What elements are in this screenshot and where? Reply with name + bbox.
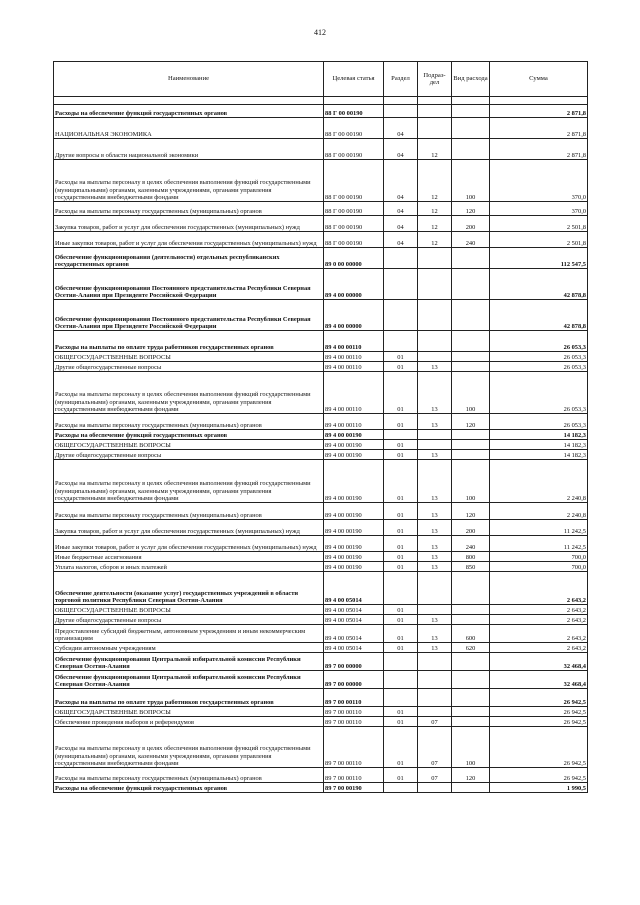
cell-subsection: 12 [418, 216, 452, 232]
cell-expense-type [452, 105, 490, 118]
header-expense-type: Вид расхода [452, 62, 490, 97]
cell-section: 01 [384, 536, 418, 552]
cell-code: 89 4 00 00110 [324, 372, 384, 414]
cell-expense-type [452, 352, 490, 362]
cell-expense-type: 200 [452, 520, 490, 536]
cell-expense-type [452, 707, 490, 717]
page-number: 412 [314, 28, 326, 37]
cell-sum: 14 182,3 [490, 430, 588, 440]
cell-expense-type: 120 [452, 768, 490, 783]
cell-subsection [418, 352, 452, 362]
table-row [54, 202, 588, 216]
cell-name: Иные закупки товаров, работ и услуг для обеспечения государственных (муниципальных) нужд [54, 536, 324, 552]
cell-code: 88 Г 00 00190 [324, 202, 384, 216]
table-row [54, 300, 588, 331]
cell-code: 89 7 00 00190 [324, 783, 384, 793]
cell-subsection [418, 572, 452, 605]
cell-name: Расходы на обеспечение функций государственных органов [54, 430, 324, 440]
cell-sum: 11 242,5 [490, 536, 588, 552]
cell-code: 89 4 00 00110 [324, 331, 384, 352]
cell-section: 04 [384, 216, 418, 232]
table-row [54, 562, 588, 572]
cell-subsection: 13 [418, 450, 452, 460]
cell-code: 89 4 00 00190 [324, 440, 384, 450]
cell-section [384, 430, 418, 440]
cell-expense-type: 120 [452, 503, 490, 520]
cell-sum: 2 871,8 [490, 105, 588, 118]
cell-section: 01 [384, 727, 418, 768]
header-sum: Сумма [490, 62, 588, 97]
cell-sum: 11 242,5 [490, 520, 588, 536]
cell-section: 01 [384, 768, 418, 783]
cell-sum: 700,0 [490, 552, 588, 562]
cell-section: 04 [384, 160, 418, 202]
cell-code: 89 4 00 00190 [324, 552, 384, 562]
cell-name: Расходы на выплаты персоналу в целях обеспечения выполнения функций государственными (муниципальными) органами, казенными учреждениями, органами управления государственными внебюджетными фондами [54, 160, 324, 202]
cell-expense-type [452, 615, 490, 625]
cell-sum: 2 871,8 [490, 118, 588, 139]
cell-section [384, 783, 418, 793]
table-row [54, 717, 588, 727]
cell-expense-type [452, 118, 490, 139]
cell-expense-type: 120 [452, 202, 490, 216]
cell-subsection: 13 [418, 536, 452, 552]
cell-section [384, 331, 418, 352]
cell-code: 88 Г 00 00190 [324, 160, 384, 202]
table-row [54, 768, 588, 783]
cell-code: 89 0 00 00000 [324, 248, 384, 269]
cell-section: 01 [384, 717, 418, 727]
cell-subsection: 13 [418, 615, 452, 625]
cell-sum: 2 643,2 [490, 615, 588, 625]
cell-name: ОБЩЕГОСУДАРСТВЕННЫЕ ВОПРОСЫ [54, 605, 324, 615]
cell-section [384, 689, 418, 707]
cell-section: 01 [384, 450, 418, 460]
cell-section [384, 671, 418, 689]
cell-code: 89 4 00 00110 [324, 362, 384, 372]
cell-code: 89 4 00 00190 [324, 562, 384, 572]
cell-name: Расходы на обеспечение функций государственных органов [54, 105, 324, 118]
cell-subsection [418, 707, 452, 717]
cell-code: 89 7 00 00000 [324, 653, 384, 671]
cell-subsection [418, 653, 452, 671]
cell-expense-type: 850 [452, 562, 490, 572]
cell-expense-type: 240 [452, 536, 490, 552]
cell-expense-type [452, 430, 490, 440]
cell-name: ОБЩЕГОСУДАРСТВЕННЫЕ ВОПРОСЫ [54, 707, 324, 717]
cell-name: Обеспечение функционирования (деятельности) отдельных республиканских государственных органов [54, 248, 324, 269]
cell-expense-type [452, 269, 490, 300]
table-row [54, 372, 588, 414]
cell-code: 88 Г 00 00190 [324, 105, 384, 118]
cell-sum: 1 990,5 [490, 783, 588, 793]
cell-section: 01 [384, 362, 418, 372]
cell-expense-type: 200 [452, 216, 490, 232]
cell-subsection [418, 689, 452, 707]
table-row [54, 331, 588, 352]
cell-subsection: 13 [418, 562, 452, 572]
cell-sum: 14 182,3 [490, 440, 588, 450]
cell-sum: 2 643,2 [490, 625, 588, 643]
cell-name: Расходы на выплаты персоналу государственных (муниципальных) органов [54, 202, 324, 216]
table-row [54, 552, 588, 562]
cell-sum: 14 182,3 [490, 450, 588, 460]
table-row [54, 783, 588, 793]
header-code: Целевая статья [324, 62, 384, 97]
cell-section: 01 [384, 707, 418, 717]
cell-expense-type [452, 248, 490, 269]
header-section: Раздел [384, 62, 418, 97]
cell-sum: 26 942,5 [490, 689, 588, 707]
cell-sum: 32 468,4 [490, 671, 588, 689]
cell-name: Предоставление субсидий бюджетным, автономным учреждениям и иным некоммерческим организациям [54, 625, 324, 643]
table-row [54, 625, 588, 643]
cell-sum: 2 871,8 [490, 139, 588, 160]
cell-section: 01 [384, 414, 418, 430]
cell-section: 01 [384, 643, 418, 653]
cell-name: Другие общегосударственные вопросы [54, 450, 324, 460]
cell-section [384, 572, 418, 605]
cell-subsection: 12 [418, 160, 452, 202]
cell-section: 04 [384, 118, 418, 139]
table-row [54, 269, 588, 300]
cell-sum: 42 878,8 [490, 269, 588, 300]
table-row [54, 160, 588, 202]
cell-section: 01 [384, 625, 418, 643]
cell-name: ОБЩЕГОСУДАРСТВЕННЫЕ ВОПРОСЫ [54, 352, 324, 362]
cell-subsection [418, 300, 452, 331]
cell-section: 04 [384, 202, 418, 216]
cell-name: Расходы на выплаты по оплате труда работников государственных органов [54, 689, 324, 707]
table-row [54, 605, 588, 615]
cell-sum: 2 501,8 [490, 232, 588, 248]
cell-code: 89 4 00 05014 [324, 572, 384, 605]
table-header-row [54, 62, 588, 97]
cell-name: Закупка товаров, работ и услуг для обеспечения государственных (муниципальных) нужд [54, 216, 324, 232]
table-row [54, 536, 588, 552]
cell-subsection: 13 [418, 372, 452, 414]
cell-subsection [418, 430, 452, 440]
cell-subsection: 13 [418, 643, 452, 653]
table-row [54, 689, 588, 707]
cell-subsection [418, 269, 452, 300]
cell-subsection: 13 [418, 460, 452, 503]
cell-section: 01 [384, 605, 418, 615]
cell-section [384, 105, 418, 118]
cell-code: 89 4 00 00190 [324, 536, 384, 552]
cell-expense-type [452, 300, 490, 331]
cell-name: Другие общегосударственные вопросы [54, 362, 324, 372]
cell-section [384, 653, 418, 671]
cell-name: ОБЩЕГОСУДАРСТВЕННЫЕ ВОПРОСЫ [54, 440, 324, 450]
cell-code: 89 4 00 00190 [324, 520, 384, 536]
cell-name: Расходы на выплаты персоналу государственных (муниципальных) органов [54, 414, 324, 430]
cell-code: 89 4 00 00000 [324, 300, 384, 331]
cell-sum: 26 053,3 [490, 372, 588, 414]
cell-sum: 370,0 [490, 202, 588, 216]
cell-sum: 26 942,5 [490, 768, 588, 783]
cell-expense-type: 100 [452, 727, 490, 768]
cell-expense-type [452, 689, 490, 707]
table-row [54, 572, 588, 605]
cell-subsection: 13 [418, 625, 452, 643]
cell-expense-type [452, 440, 490, 450]
cell-name: Расходы на обеспечение функций государственных органов [54, 783, 324, 793]
cell-subsection [418, 783, 452, 793]
table-row [54, 414, 588, 430]
cell-expense-type: 240 [452, 232, 490, 248]
table-row [54, 118, 588, 139]
cell-name: НАЦИОНАЛЬНАЯ ЭКОНОМИКА [54, 118, 324, 139]
cell-expense-type: 120 [452, 414, 490, 430]
cell-code: 89 4 00 00000 [324, 269, 384, 300]
cell-code: 89 4 00 05014 [324, 605, 384, 615]
cell-code: 88 Г 00 00190 [324, 139, 384, 160]
cell-code: 89 4 00 05014 [324, 625, 384, 643]
cell-subsection: 12 [418, 232, 452, 248]
cell-section: 01 [384, 352, 418, 362]
cell-code: 88 Г 00 00190 [324, 232, 384, 248]
cell-sum: 700,0 [490, 562, 588, 572]
table-row [54, 362, 588, 372]
header-spacer-row [54, 97, 588, 105]
cell-sum: 32 468,4 [490, 653, 588, 671]
cell-sum: 26 053,3 [490, 362, 588, 372]
cell-subsection [418, 605, 452, 615]
cell-expense-type [452, 331, 490, 352]
cell-code: 89 4 00 00190 [324, 430, 384, 440]
cell-name: Расходы на выплаты персоналу в целях обеспечения выполнения функций государственными (муниципальными) органами, казенными учреждениями, органами управления государственными внебюджетными фондами [54, 460, 324, 503]
cell-expense-type [452, 139, 490, 160]
cell-section: 01 [384, 520, 418, 536]
table-row [54, 105, 588, 118]
table-row [54, 615, 588, 625]
cell-section: 01 [384, 615, 418, 625]
cell-sum: 26 942,5 [490, 727, 588, 768]
cell-name: Субсидии автономным учреждениям [54, 643, 324, 653]
cell-sum: 370,0 [490, 160, 588, 202]
cell-sum: 26 053,3 [490, 331, 588, 352]
header-subsection: Подраз- дел [418, 62, 452, 97]
cell-name: Обеспечение проведения выборов и референдумов [54, 717, 324, 727]
cell-name: Закупка товаров, работ и услуг для обеспечения государственных (муниципальных) нужд [54, 520, 324, 536]
cell-code: 89 7 00 00110 [324, 707, 384, 717]
cell-section: 01 [384, 460, 418, 503]
cell-expense-type: 100 [452, 460, 490, 503]
table-row [54, 503, 588, 520]
table-row [54, 232, 588, 248]
cell-expense-type: 100 [452, 160, 490, 202]
cell-section: 01 [384, 562, 418, 572]
cell-sum: 26 053,3 [490, 352, 588, 362]
cell-sum: 42 878,8 [490, 300, 588, 331]
cell-expense-type [452, 605, 490, 615]
table-row [54, 460, 588, 503]
cell-expense-type: 600 [452, 625, 490, 643]
cell-code: 89 4 00 00190 [324, 450, 384, 460]
cell-subsection: 13 [418, 414, 452, 430]
cell-section: 01 [384, 440, 418, 450]
cell-expense-type [452, 671, 490, 689]
table-row [54, 450, 588, 460]
cell-expense-type [452, 783, 490, 793]
cell-code: 89 7 00 00110 [324, 727, 384, 768]
cell-name: Расходы на выплаты персоналу государственных (муниципальных) органов [54, 503, 324, 520]
cell-code: 89 7 00 00110 [324, 768, 384, 783]
cell-expense-type [452, 717, 490, 727]
table-row [54, 727, 588, 768]
budget-table [53, 61, 588, 793]
header-name: Наименование [54, 62, 324, 97]
cell-subsection [418, 331, 452, 352]
cell-sum: 2 240,8 [490, 503, 588, 520]
cell-name: Обеспечение функционирования Постоянного представительства Республики Северная Осетия-Алания при Президенте Российской Федерации [54, 300, 324, 331]
table-row [54, 352, 588, 362]
cell-code: 89 4 00 05014 [324, 615, 384, 625]
cell-subsection: 07 [418, 727, 452, 768]
cell-subsection [418, 248, 452, 269]
cell-name: Другие вопросы в области национальной экономики [54, 139, 324, 160]
cell-section [384, 300, 418, 331]
cell-section [384, 269, 418, 300]
cell-expense-type [452, 572, 490, 605]
cell-subsection [418, 440, 452, 450]
cell-sum: 2 643,2 [490, 572, 588, 605]
cell-sum: 2 501,8 [490, 216, 588, 232]
cell-code: 89 4 00 00110 [324, 352, 384, 362]
cell-code: 89 4 00 00190 [324, 503, 384, 520]
cell-name: Расходы на выплаты по оплате труда работников государственных органов [54, 331, 324, 352]
cell-expense-type: 620 [452, 643, 490, 653]
cell-expense-type [452, 653, 490, 671]
cell-code: 89 4 00 05014 [324, 643, 384, 653]
cell-sum: 26 053,3 [490, 414, 588, 430]
cell-subsection: 12 [418, 202, 452, 216]
table-row [54, 643, 588, 653]
cell-expense-type: 800 [452, 552, 490, 562]
cell-code: 89 7 00 00110 [324, 689, 384, 707]
cell-name: Обеспечение функционирования Центральной избирательной комиссии Республики Северная Осетия-Алания [54, 653, 324, 671]
table-row [54, 520, 588, 536]
cell-sum: 2 240,8 [490, 460, 588, 503]
cell-name: Обеспечение функционирования Постоянного представительства Республики Северная Осетия-Алания при Президенте Российской Федерации [54, 269, 324, 300]
cell-sum: 26 942,5 [490, 717, 588, 727]
table-row [54, 216, 588, 232]
cell-name: Расходы на выплаты персоналу в целях обеспечения выполнения функций государственными (муниципальными) органами, казенными учреждениями, органами управления государственными внебюджетными фондами [54, 727, 324, 768]
cell-code: 89 4 00 00110 [324, 414, 384, 430]
cell-expense-type: 100 [452, 372, 490, 414]
cell-name: Обеспечение деятельности (оказание услуг) государственных учреждений в области торговой политики Республики Северная Осетия-Алания [54, 572, 324, 605]
cell-sum: 2 643,2 [490, 605, 588, 615]
cell-code: 89 7 00 00110 [324, 717, 384, 727]
cell-subsection [418, 671, 452, 689]
cell-subsection: 12 [418, 139, 452, 160]
cell-name: Уплата налогов, сборов и иных платежей [54, 562, 324, 572]
cell-section: 01 [384, 372, 418, 414]
cell-subsection: 07 [418, 717, 452, 727]
cell-name: Другие общегосударственные вопросы [54, 615, 324, 625]
table-row [54, 139, 588, 160]
table-row [54, 430, 588, 440]
table-row [54, 248, 588, 269]
cell-name: Иные закупки товаров, работ и услуг для обеспечения государственных (муниципальных) нужд [54, 232, 324, 248]
cell-name: Обеспечение функционирования Центральной избирательной комиссии Республики Северная Осетия-Алания [54, 671, 324, 689]
cell-subsection [418, 105, 452, 118]
cell-sum: 112 547,5 [490, 248, 588, 269]
cell-name: Расходы на выплаты персоналу в целях обеспечения выполнения функций государственными (муниципальными) органами, казенными учреждениями, органами управления государственными внебюджетными фондами [54, 372, 324, 414]
cell-subsection: 07 [418, 768, 452, 783]
table-row [54, 653, 588, 671]
table-row [54, 440, 588, 450]
cell-expense-type [452, 362, 490, 372]
cell-subsection: 13 [418, 503, 452, 520]
cell-subsection [418, 118, 452, 139]
cell-section: 04 [384, 232, 418, 248]
cell-name: Расходы на выплаты персоналу государственных (муниципальных) органов [54, 768, 324, 783]
cell-sum: 2 643,2 [490, 643, 588, 653]
cell-code: 89 4 00 00190 [324, 460, 384, 503]
cell-subsection: 13 [418, 520, 452, 536]
table-row [54, 707, 588, 717]
cell-section: 01 [384, 552, 418, 562]
cell-section: 01 [384, 503, 418, 520]
cell-subsection: 13 [418, 552, 452, 562]
table-row [54, 671, 588, 689]
cell-name: Иные бюджетные ассигнования [54, 552, 324, 562]
cell-code: 88 Г 00 00190 [324, 118, 384, 139]
cell-sum: 26 942,5 [490, 707, 588, 717]
cell-subsection: 13 [418, 362, 452, 372]
cell-section [384, 248, 418, 269]
cell-expense-type [452, 450, 490, 460]
cell-code: 88 Г 00 00190 [324, 216, 384, 232]
cell-section: 04 [384, 139, 418, 160]
table-body [54, 105, 588, 793]
cell-code: 89 7 00 00000 [324, 671, 384, 689]
